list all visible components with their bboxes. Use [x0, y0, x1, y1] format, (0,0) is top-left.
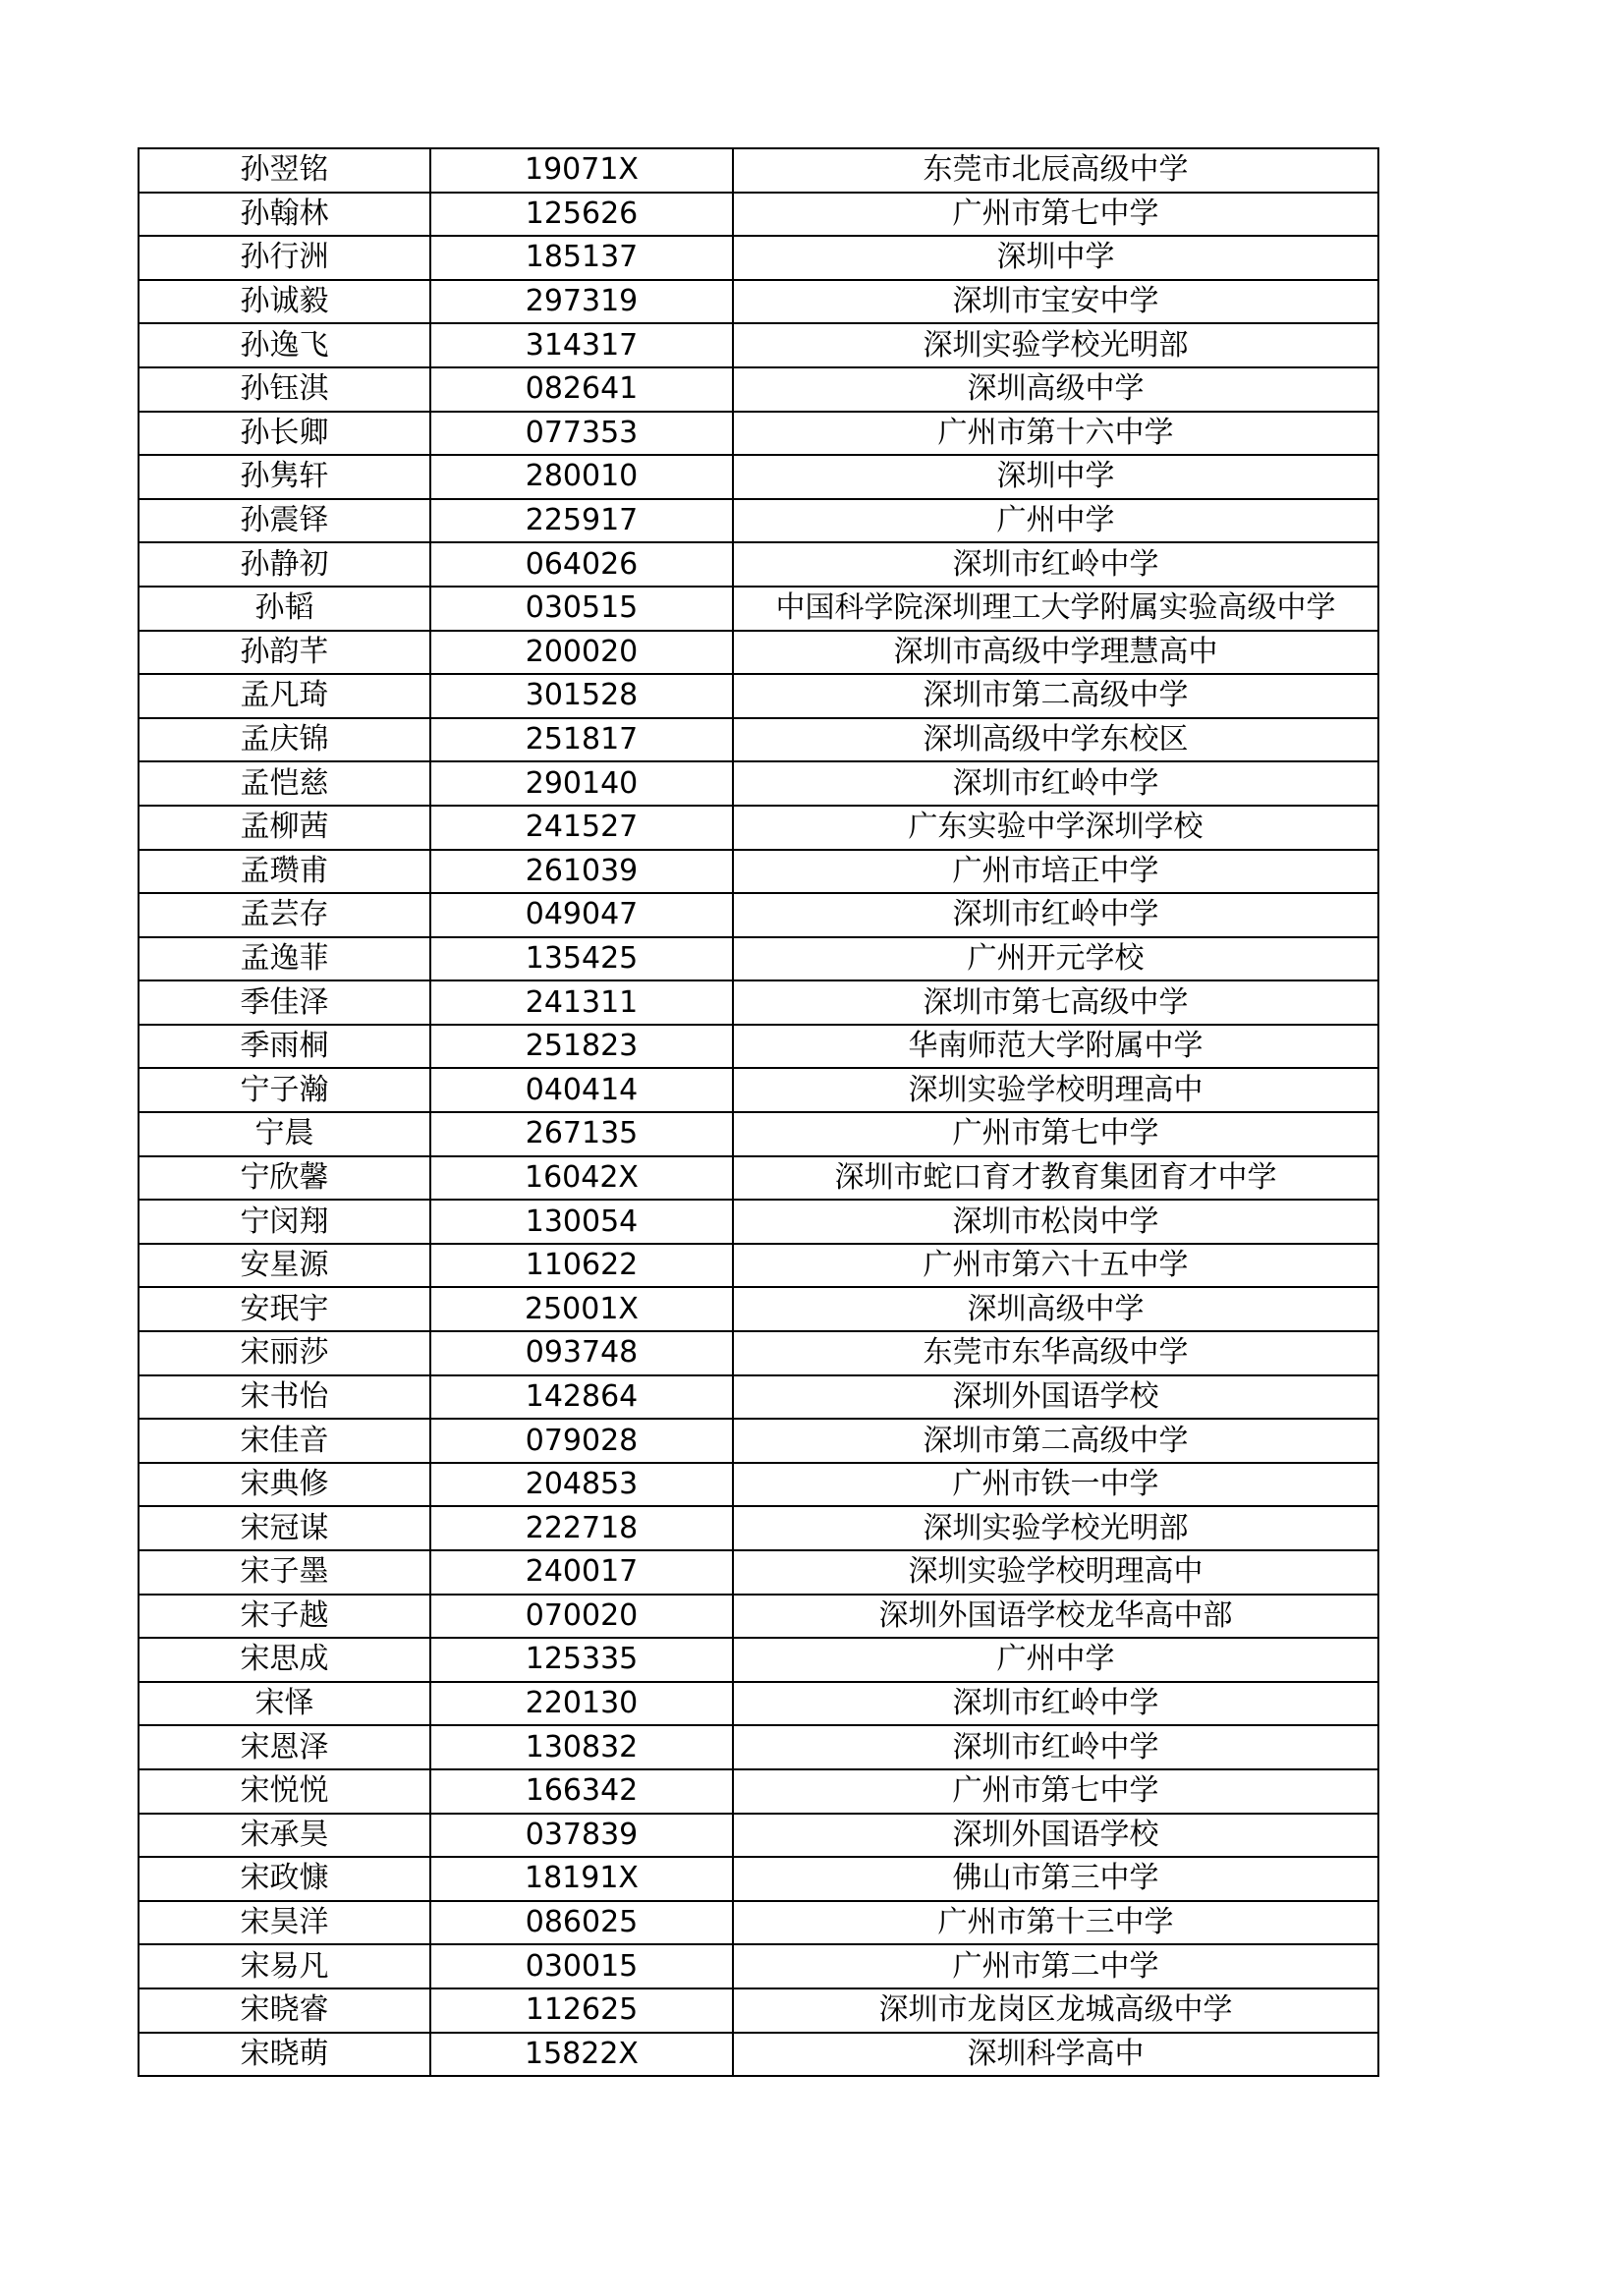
name-cell: 孟瓒甫: [139, 850, 430, 894]
table-row: [139, 806, 1378, 850]
school-cell: 深圳中学: [733, 455, 1378, 499]
name-cell: 孙翌铭: [139, 148, 430, 193]
id-cell: 077353: [430, 412, 733, 456]
table-row: [139, 850, 1378, 894]
name-cell: 孙静初: [139, 542, 430, 587]
name-cell: 宋承昊: [139, 1814, 430, 1858]
school-cell: 东莞市北辰高级中学: [733, 148, 1378, 193]
name-cell: 孟柳茜: [139, 806, 430, 850]
name-cell: 孙长卿: [139, 412, 430, 456]
id-cell: 185137: [430, 236, 733, 280]
school-cell: 深圳市红岭中学: [733, 761, 1378, 806]
id-cell: 220130: [430, 1682, 733, 1726]
school-cell: 深圳科学高中: [733, 2033, 1378, 2077]
id-cell: 130054: [430, 1200, 733, 1244]
table-row: [139, 280, 1378, 324]
table-row: [139, 412, 1378, 456]
id-cell: 261039: [430, 850, 733, 894]
table-row: [139, 718, 1378, 762]
name-cell: 安珉宇: [139, 1287, 430, 1331]
school-cell: 深圳实验学校光明部: [733, 323, 1378, 367]
school-cell: 深圳实验学校明理高中: [733, 1068, 1378, 1112]
id-cell: 079028: [430, 1419, 733, 1463]
school-cell: 广州开元学校: [733, 937, 1378, 981]
id-cell: 112625: [430, 1988, 733, 2033]
id-cell: 297319: [430, 280, 733, 324]
name-cell: 孟逸菲: [139, 937, 430, 981]
id-cell: 301528: [430, 674, 733, 718]
table-row: [139, 1025, 1378, 1069]
id-cell: 280010: [430, 455, 733, 499]
id-cell: 290140: [430, 761, 733, 806]
school-cell: 深圳市蛇口育才教育集团育才中学: [733, 1156, 1378, 1201]
school-cell: 深圳外国语学校: [733, 1375, 1378, 1420]
table-row: [139, 1287, 1378, 1331]
name-cell: 宋子墨: [139, 1550, 430, 1595]
id-cell: 15822X: [430, 2033, 733, 2077]
name-cell: 宋书怡: [139, 1375, 430, 1420]
name-cell: 宋晓萌: [139, 2033, 430, 2077]
id-cell: 240017: [430, 1550, 733, 1595]
table-row: [139, 1857, 1378, 1901]
school-cell: 广州市培正中学: [733, 850, 1378, 894]
school-cell: 深圳市龙岗区龙城高级中学: [733, 1988, 1378, 2033]
id-cell: 086025: [430, 1901, 733, 1945]
table-row: [139, 1244, 1378, 1288]
table-row: [139, 1814, 1378, 1858]
school-cell: 深圳高级中学: [733, 367, 1378, 412]
table-row: [139, 1419, 1378, 1463]
id-cell: 030015: [430, 1944, 733, 1988]
school-cell: 深圳市红岭中学: [733, 893, 1378, 937]
school-cell: 深圳实验学校光明部: [733, 1506, 1378, 1550]
name-cell: 宁欣馨: [139, 1156, 430, 1201]
table-row: [139, 674, 1378, 718]
table-row: [139, 587, 1378, 631]
table-row: [139, 499, 1378, 543]
table-row: [139, 1068, 1378, 1112]
table-row: [139, 1156, 1378, 1201]
table-row: [139, 1550, 1378, 1595]
name-cell: 宁闵翔: [139, 1200, 430, 1244]
table-row: [139, 542, 1378, 587]
id-cell: 251823: [430, 1025, 733, 1069]
roster-table: [138, 147, 1379, 2077]
id-cell: 241311: [430, 980, 733, 1025]
name-cell: 宋冠谋: [139, 1506, 430, 1550]
name-cell: 宋子越: [139, 1595, 430, 1639]
id-cell: 222718: [430, 1506, 733, 1550]
name-cell: 宋怿: [139, 1682, 430, 1726]
table-row: [139, 1463, 1378, 1507]
id-cell: 030515: [430, 587, 733, 631]
name-cell: 宋思成: [139, 1638, 430, 1682]
table-row: [139, 367, 1378, 412]
name-cell: 孙韵芊: [139, 631, 430, 675]
table-row: [139, 1725, 1378, 1769]
table-row: [139, 1375, 1378, 1420]
roster-table-body: [139, 148, 1378, 2076]
table-row: [139, 1595, 1378, 1639]
table-row: [139, 1769, 1378, 1814]
id-cell: 251817: [430, 718, 733, 762]
school-cell: 深圳市红岭中学: [733, 1682, 1378, 1726]
name-cell: 宋晓睿: [139, 1988, 430, 2033]
id-cell: 049047: [430, 893, 733, 937]
name-cell: 孙韬: [139, 587, 430, 631]
name-cell: 宋佳音: [139, 1419, 430, 1463]
school-cell: 深圳市第七高级中学: [733, 980, 1378, 1025]
name-cell: 孙逸飞: [139, 323, 430, 367]
school-cell: 广州市第七中学: [733, 1112, 1378, 1156]
school-cell: 广州市第六十五中学: [733, 1244, 1378, 1288]
school-cell: 东莞市东华高级中学: [733, 1331, 1378, 1375]
id-cell: 18191X: [430, 1857, 733, 1901]
id-cell: 19071X: [430, 148, 733, 193]
id-cell: 142864: [430, 1375, 733, 1420]
name-cell: 宋昊洋: [139, 1901, 430, 1945]
name-cell: 孟庆锦: [139, 718, 430, 762]
name-cell: 宋易凡: [139, 1944, 430, 1988]
name-cell: 宁子瀚: [139, 1068, 430, 1112]
school-cell: 广州市第七中学: [733, 1769, 1378, 1814]
table-row: [139, 937, 1378, 981]
id-cell: 166342: [430, 1769, 733, 1814]
name-cell: 孙行洲: [139, 236, 430, 280]
name-cell: 安星源: [139, 1244, 430, 1288]
name-cell: 孟凡琦: [139, 674, 430, 718]
table-row: [139, 893, 1378, 937]
table-row: [139, 148, 1378, 193]
id-cell: 125335: [430, 1638, 733, 1682]
id-cell: 16042X: [430, 1156, 733, 1201]
table-row: [139, 1112, 1378, 1156]
id-cell: 200020: [430, 631, 733, 675]
id-cell: 25001X: [430, 1287, 733, 1331]
id-cell: 267135: [430, 1112, 733, 1156]
name-cell: 孙翰林: [139, 193, 430, 237]
school-cell: 深圳市宝安中学: [733, 280, 1378, 324]
name-cell: 季佳泽: [139, 980, 430, 1025]
table-row: [139, 323, 1378, 367]
school-cell: 深圳外国语学校龙华高中部: [733, 1595, 1378, 1639]
name-cell: 孙诚毅: [139, 280, 430, 324]
school-cell: 深圳市红岭中学: [733, 542, 1378, 587]
school-cell: 广州市第七中学: [733, 193, 1378, 237]
id-cell: 082641: [430, 367, 733, 412]
name-cell: 宋悦悦: [139, 1769, 430, 1814]
id-cell: 130832: [430, 1725, 733, 1769]
id-cell: 064026: [430, 542, 733, 587]
table-row: [139, 1901, 1378, 1945]
school-cell: 广州市第十三中学: [733, 1901, 1378, 1945]
school-cell: 中国科学院深圳理工大学附属实验高级中学: [733, 587, 1378, 631]
id-cell: 225917: [430, 499, 733, 543]
school-cell: 深圳市松岗中学: [733, 1200, 1378, 1244]
school-cell: 佛山市第三中学: [733, 1857, 1378, 1901]
name-cell: 宋丽莎: [139, 1331, 430, 1375]
school-cell: 广东实验中学深圳学校: [733, 806, 1378, 850]
school-cell: 深圳中学: [733, 236, 1378, 280]
school-cell: 广州中学: [733, 1638, 1378, 1682]
id-cell: 125626: [430, 193, 733, 237]
id-cell: 093748: [430, 1331, 733, 1375]
school-cell: 深圳市第二高级中学: [733, 1419, 1378, 1463]
table-row: [139, 1638, 1378, 1682]
name-cell: 孙震铎: [139, 499, 430, 543]
id-cell: 110622: [430, 1244, 733, 1288]
id-cell: 314317: [430, 323, 733, 367]
name-cell: 孟芸存: [139, 893, 430, 937]
table-row: [139, 1944, 1378, 1988]
table-row: [139, 1200, 1378, 1244]
school-cell: 深圳市第二高级中学: [733, 674, 1378, 718]
school-cell: 深圳高级中学东校区: [733, 718, 1378, 762]
school-cell: 深圳高级中学: [733, 1287, 1378, 1331]
roster-sheet: [138, 147, 1377, 2077]
id-cell: 241527: [430, 806, 733, 850]
name-cell: 宋政慷: [139, 1857, 430, 1901]
name-cell: 季雨桐: [139, 1025, 430, 1069]
table-row: [139, 455, 1378, 499]
school-cell: 广州中学: [733, 499, 1378, 543]
table-row: [139, 1506, 1378, 1550]
id-cell: 204853: [430, 1463, 733, 1507]
table-row: [139, 1682, 1378, 1726]
id-cell: 037839: [430, 1814, 733, 1858]
table-row: [139, 1331, 1378, 1375]
school-cell: 深圳市高级中学理慧高中: [733, 631, 1378, 675]
school-cell: 广州市第十六中学: [733, 412, 1378, 456]
id-cell: 040414: [430, 1068, 733, 1112]
name-cell: 宁晨: [139, 1112, 430, 1156]
school-cell: 广州市第二中学: [733, 1944, 1378, 1988]
table-row: [139, 1988, 1378, 2033]
name-cell: 宋恩泽: [139, 1725, 430, 1769]
name-cell: 孙钰淇: [139, 367, 430, 412]
id-cell: 135425: [430, 937, 733, 981]
table-row: [139, 193, 1378, 237]
school-cell: 深圳实验学校明理高中: [733, 1550, 1378, 1595]
school-cell: 深圳市红岭中学: [733, 1725, 1378, 1769]
name-cell: 孙隽轩: [139, 455, 430, 499]
table-row: [139, 761, 1378, 806]
table-row: [139, 2033, 1378, 2077]
school-cell: 广州市铁一中学: [733, 1463, 1378, 1507]
name-cell: 宋典修: [139, 1463, 430, 1507]
name-cell: 孟恺慈: [139, 761, 430, 806]
school-cell: 深圳外国语学校: [733, 1814, 1378, 1858]
school-cell: 华南师范大学附属中学: [733, 1025, 1378, 1069]
table-row: [139, 980, 1378, 1025]
table-row: [139, 236, 1378, 280]
id-cell: 070020: [430, 1595, 733, 1639]
table-row: [139, 631, 1378, 675]
